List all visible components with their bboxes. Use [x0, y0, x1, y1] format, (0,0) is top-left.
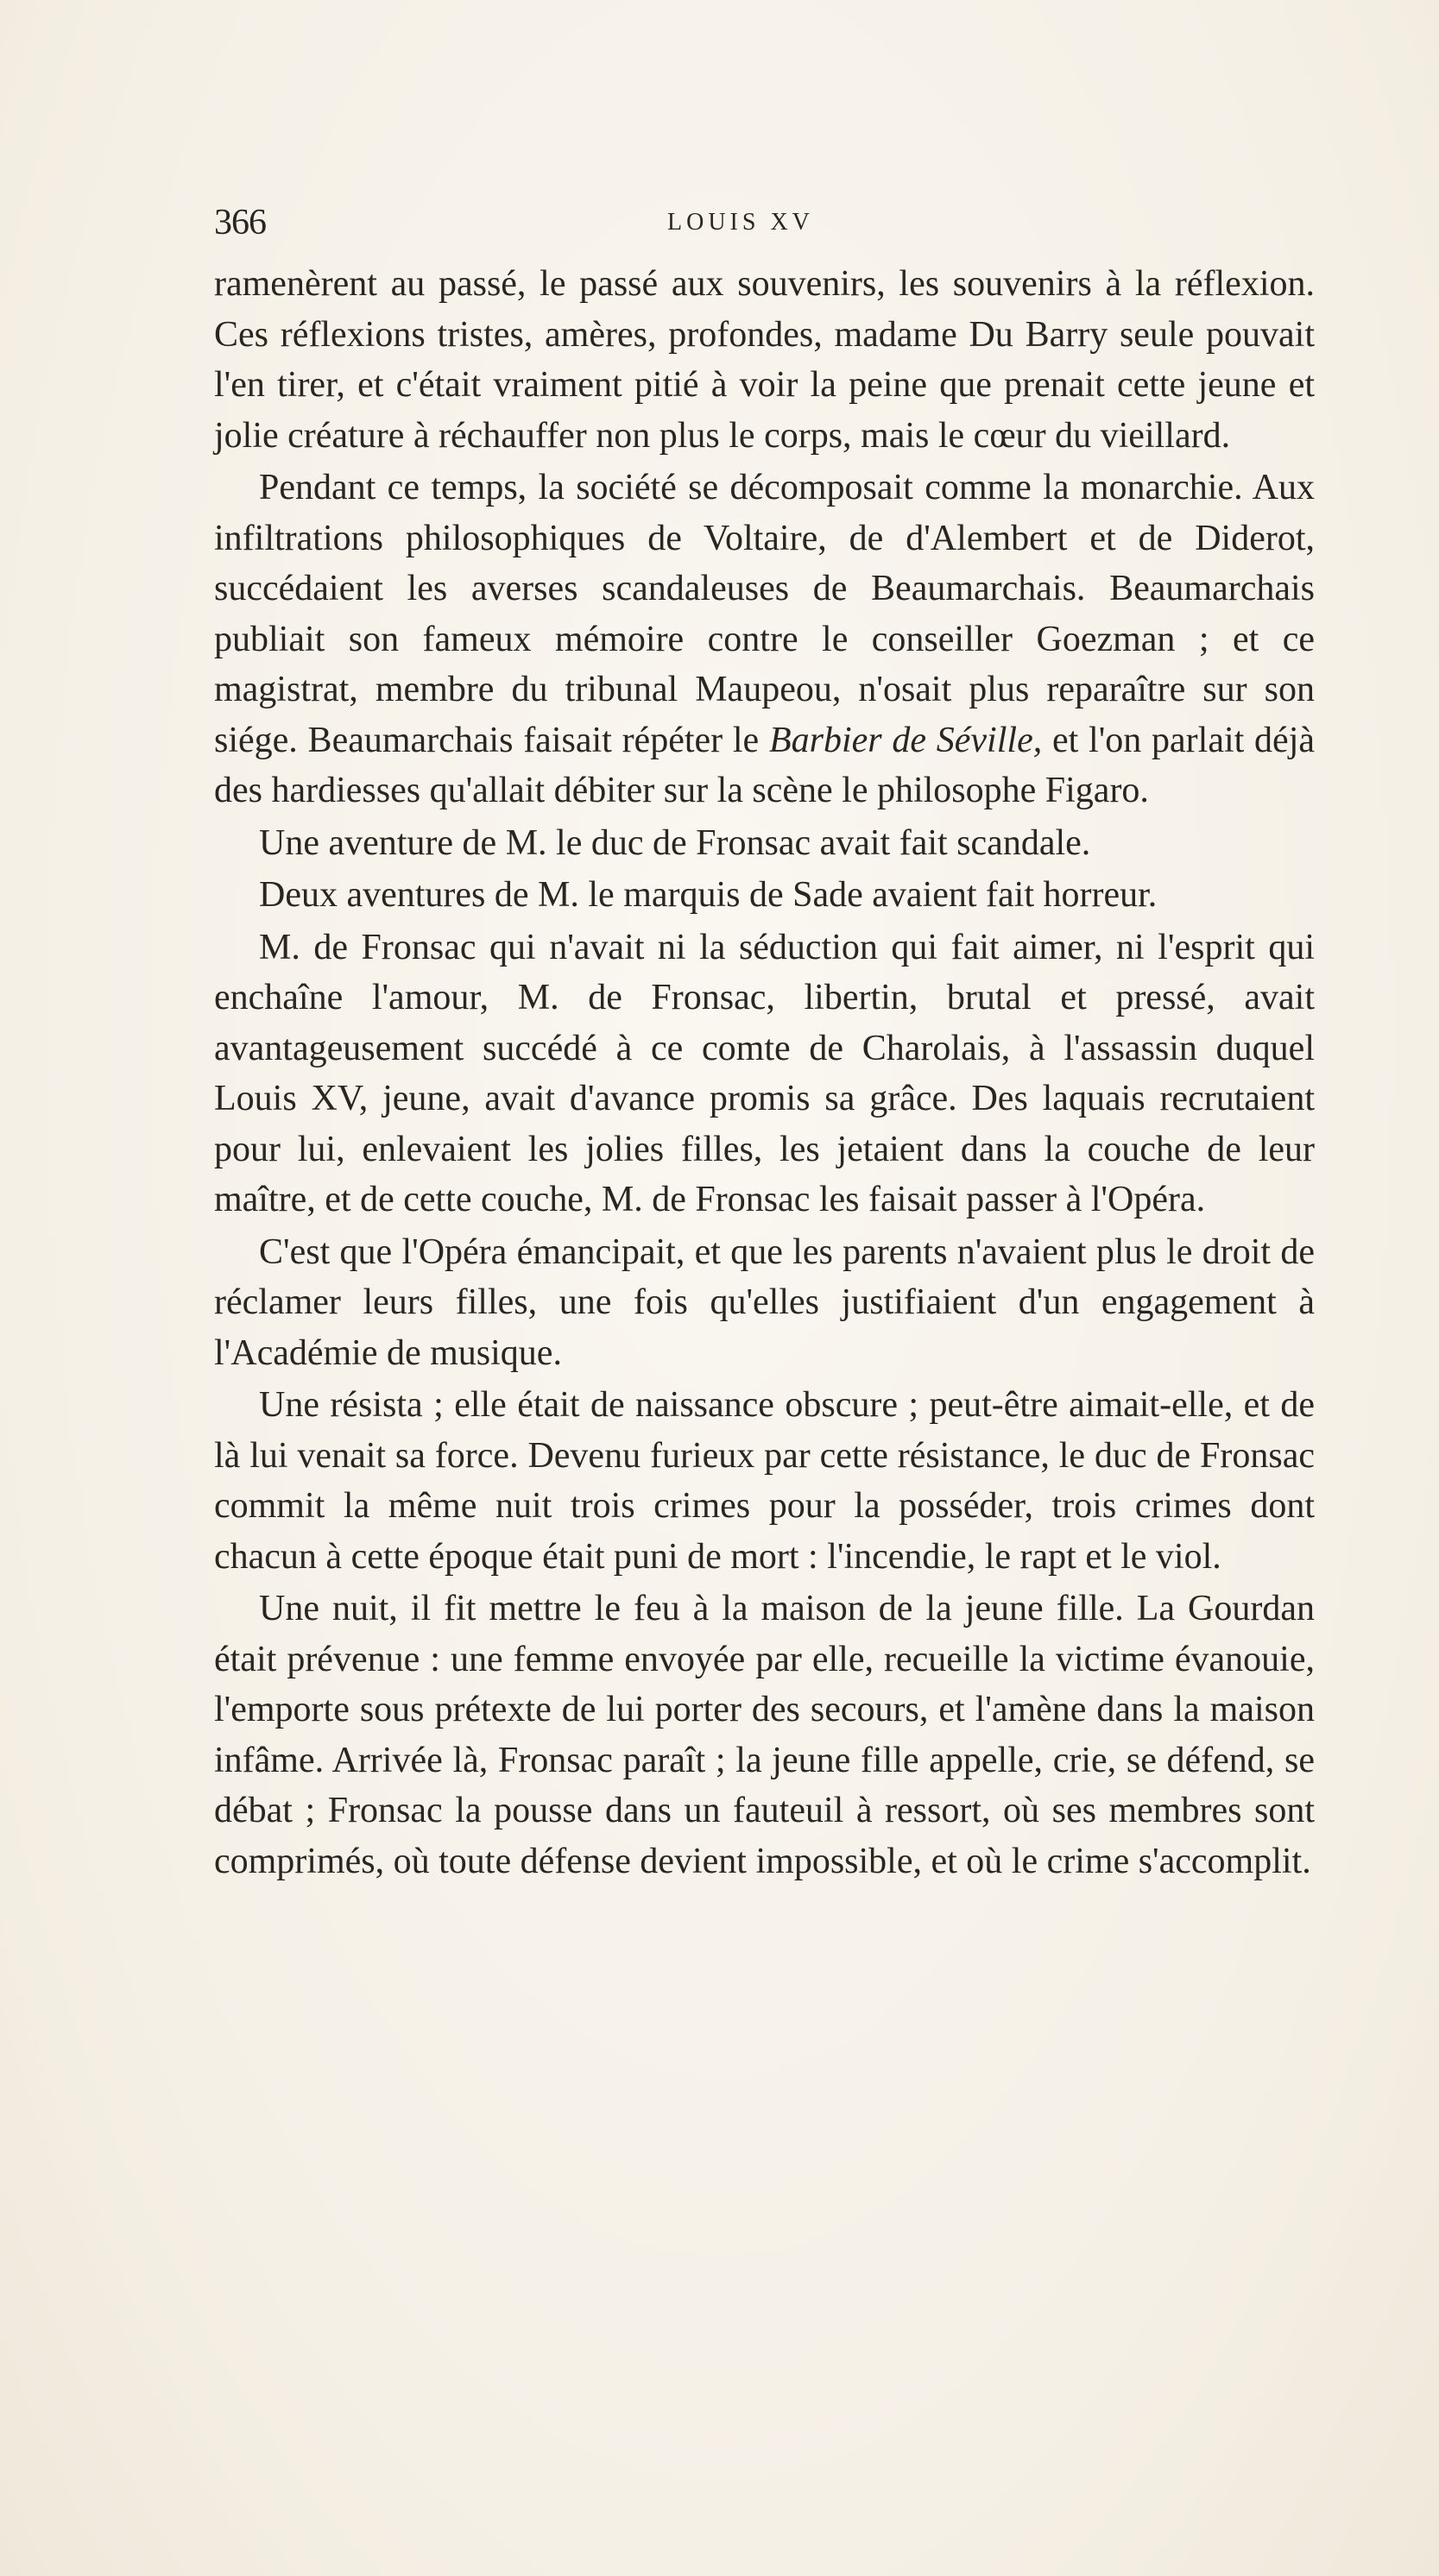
page-number: 366: [214, 203, 266, 242]
paragraph-text: Une résista ; elle était de naissance obscure ; peut-être aimait-elle, et de là lui venait sa force. Devenu furieux par cette résistance, le duc de Fronsac commit la même nuit trois crimes pour la posséder, trois crimes dont chacun à cette époque était puni de mort : l'incendie, le rapt et le viol.: [214, 1385, 1315, 1577]
paragraph-8: [214, 1584, 1315, 1886]
paragraph-text: ramenèrent au passé, le passé aux souvenirs, les souvenirs à la réflexion. Ces réflexions tristes, amères, profondes, madame Du Barry seule pouvait l'en tirer, et c'était vraiment pitié à voir la peine que prenait cette jeune et jolie créature à réchauffer non plus le corps, mais le cœur du vieillard.: [214, 264, 1315, 456]
paragraph-4: [214, 870, 1315, 921]
running-title: LOUIS XV: [667, 209, 814, 236]
paragraph-2: [214, 463, 1315, 816]
paragraph-6: [214, 1227, 1315, 1379]
paragraph-3: [214, 818, 1315, 869]
paragraph-1: [214, 259, 1315, 461]
paragraph-text: et l'on parlait déjà des hardiesses qu'allait débiter sur la scène le philosophe Figaro.: [214, 720, 1316, 810]
paragraph-text: Une nuit, il fit mettre le feu à la maison de la jeune fille. La Gourdan était prévenue : une femme envoyée par elle, recueille la victime évanouie, l'emporte sous prétexte de lui porter des secours, et l'amène dans la maison infâme. Arrivée là, Fronsac paraît ; la jeune fille appelle, crie, se défend, se débat ; Fronsac la pousse dans un fauteuil à ressort, où ses membres sont comprimés, où toute défense devient impossible, et où le crime s'accomplit.: [214, 1589, 1315, 1881]
paragraph-7: [214, 1380, 1315, 1582]
page-header: [214, 200, 1310, 245]
paragraph-text: C'est que l'Opéra émancipait, et que les parents n'avaient plus le droit de réclamer leurs filles, une fois qu'elles justifiaient d'un engagement à l'Académie de musique.: [214, 1231, 1315, 1373]
paragraph-5: [214, 923, 1315, 1225]
paragraph-text: M. de Fronsac qui n'avait ni la séduction qui fait aimer, ni l'esprit qui enchaîne l'amour, M. de Fronsac, libertin, brutal et pressé, avait avantageusement succédé à ce comte de Charolais, à l'assassin duquel Louis XV, jeune, avait d'avance promis sa grâce. Des laquais recrutaient pour lui, enlevaient les jolies filles, les jetaient dans la couche de leur maître, et de cette couche, M. de Fronsac les faisait passer à l'Opéra.: [214, 927, 1315, 1219]
italic-title: Barbier de Séville,: [768, 720, 1043, 760]
paragraph-text: Pendant ce temps, la société se décomposait comme la monarchie. Aux infiltrations philosophiques de Voltaire, de d'Alembert et de Diderot, succédaient les averses scandaleuses de Beaumarchais. Beaumarchais publiait son fameux mémoire contre le conseiller Goezman ; et ce magistrat, membre du tribunal Maupeou, n'osait plus reparaître sur son siége. Beaumarchais faisait répéter le: [214, 468, 1315, 760]
body-text: [214, 259, 1315, 1886]
paragraph-text: Deux aventures de M. le marquis de Sade avaient fait horreur.: [259, 875, 1158, 915]
paragraph-text: Une aventure de M. le duc de Fronsac avait fait scandale.: [259, 822, 1091, 863]
